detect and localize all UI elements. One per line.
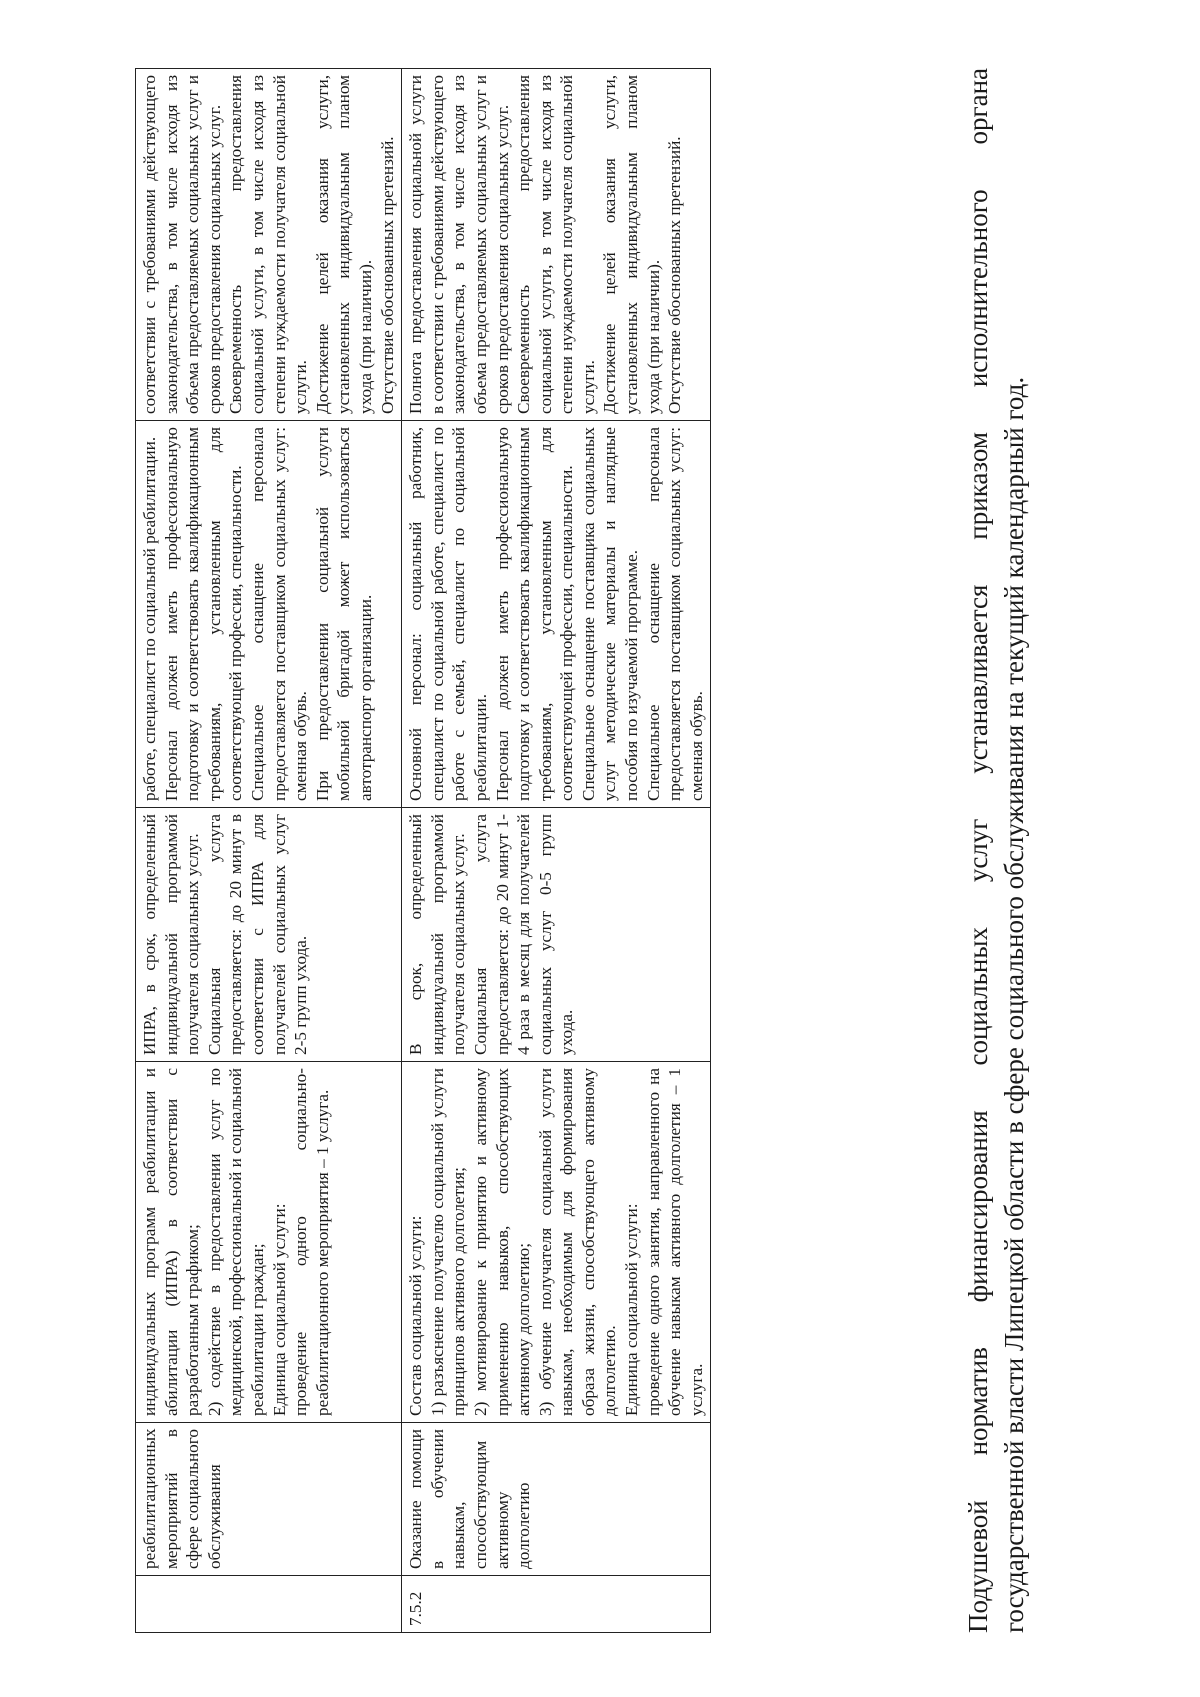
- service-term-cell: [402, 808, 711, 1062]
- table-row: [402, 69, 711, 1633]
- conditions-line: Специальное оснащение поставщика социальных услуг методические материалы и наглядные пособия по изучаемой программе.: [578, 427, 642, 801]
- service-name-cell: Оказание помощи в обучении навыкам, способствующим активному долголетию: [402, 1423, 711, 1576]
- composition-line: 2) мотивирование к принятию и активному применению навыков, способствующих активному долголетию;: [470, 1068, 534, 1416]
- service-conditions-cell: [402, 421, 711, 808]
- row-number-cell: 7.5.2: [402, 1576, 711, 1633]
- footnote-line: государственной власти Липецкой области в сфере социального обслуживания на текущий календарный год.: [999, 376, 1029, 1633]
- indicator-line: Своевременность предоставления социальной услуги, в том числе исходя из степени нуждаемости получателя социальной услуги.: [514, 75, 598, 414]
- financing-footnote: [960, 68, 1032, 1633]
- term-line: В срок, определенный индивидуальной программой получателя социальных услуг.: [406, 814, 469, 1055]
- indicator-line: Полнота предоставления социальной услуги в соответствии с требованиями действующего законодательства, в том числе исходя из объема предоставляемых социальных услуг и сроков предоставления социальных услуг.: [406, 75, 512, 414]
- quality-indicators-cell: [136, 69, 402, 421]
- composition-line: проведение одного занятия, направленного на обучение навыкам активного долголетия – 1 услуга.: [643, 1068, 706, 1416]
- service-term-cell: [136, 808, 402, 1062]
- term-line: ИПРА, в срок, определенный индивидуальной программой получателя социальных услуг.: [140, 814, 203, 1055]
- term-line: Социальная услуга предоставляется: до 20 минут 1-4 раза в месяц для получателей социальных услуг 0-5 групп ухода.: [470, 814, 577, 1055]
- term-line: Социальная услуга предоставляется: до 20 минут в соответствии с ИПРА для получателей социальных услуг 2-5 групп ухода.: [204, 814, 311, 1055]
- table-row: [136, 69, 402, 1633]
- composition-line: индивидуальных программ реабилитации и абилитации (ИПРА) в соответствии с разработанным графиком;: [140, 1068, 203, 1416]
- row-number-cell: [136, 1576, 402, 1633]
- composition-line: Состав социальной услуги:: [406, 1215, 426, 1416]
- composition-line: Единица социальной услуги:: [269, 1203, 289, 1416]
- indicator-line: Отсутствие обоснованных претензий.: [665, 136, 685, 414]
- composition-line: проведение одного социально-реабилитационного мероприятия – 1 услуга.: [291, 1068, 332, 1416]
- quality-indicators-cell: [402, 69, 711, 421]
- service-composition-cell: [402, 1062, 711, 1423]
- indicator-line: Отсутствие обоснованных претензий.: [377, 136, 397, 414]
- conditions-line: При предоставлении социальной услуги мобильной бригадой может использоваться автотранспорт организации.: [312, 427, 375, 801]
- conditions-line: Персонал должен иметь профессиональную подготовку и соответствовать квалификационным требованиям, установленным для соответствующей профессии, специальности.: [161, 427, 246, 801]
- indicator-line: соответствии с требованиями действующего законодательства, в том числе исходя из объема предоставляемых социальных услуг и сроков предоставления социальных услуг.: [140, 75, 224, 414]
- conditions-line: Основной персонал: социальный работник, специалист по социальной работе, специалист по работе с семьей, специалист по социальной реабилитации.: [406, 427, 490, 801]
- conditions-line: Специальное оснащение персонала предоставляется поставщиком социальных услуг: сменная обувь.: [247, 427, 311, 801]
- composition-line: 2) содействие в предоставлении услуг по медицинской, профессиональной и социальной реабилитации граждан;: [204, 1068, 267, 1416]
- service-conditions-cell: [136, 421, 402, 808]
- footnote-line: Подушевой норматив финансирования социальных услуг устанавливается приказом исполнительного органа: [963, 68, 993, 1633]
- service-name-cell: реабилитационных мероприятий в сфере социального обслуживания: [136, 1423, 402, 1576]
- composition-line: Единица социальной услуги:: [622, 1203, 642, 1416]
- conditions-line: Персонал должен иметь профессиональную подготовку и соответствовать квалификационным требованиям, установленным для соответствующей профессии, специальности.: [492, 427, 577, 801]
- indicator-line: Своевременность предоставления социальной услуги, в том числе исходя из степени нуждаемости получателя социальной услуги.: [226, 75, 311, 414]
- conditions-line: работе, специалист по социальной реабилитации.: [140, 436, 159, 801]
- indicator-line: Достижение целей оказания услуги, установленных индивидуальным планом ухода (при наличии).: [600, 75, 663, 414]
- indicator-line: Достижение целей оказания услуги, установленных индивидуальным планом ухода (при наличии).: [312, 75, 375, 414]
- rotated-page: [70, 68, 1155, 1633]
- conditions-line: Специальное оснащение персонала предоставляется поставщиком социальных услуг: сменная обувь.: [643, 427, 706, 801]
- composition-line: 1) разъяснение получателю социальной услуги принципов активного долголетия;: [427, 1068, 469, 1416]
- service-composition-cell: [136, 1062, 402, 1423]
- services-table: [135, 68, 711, 1633]
- composition-line: 3) обучение получателя социальной услуги навыкам, необходимым для формирования образа жизни, способствующего активному долголетию.: [535, 1068, 620, 1416]
